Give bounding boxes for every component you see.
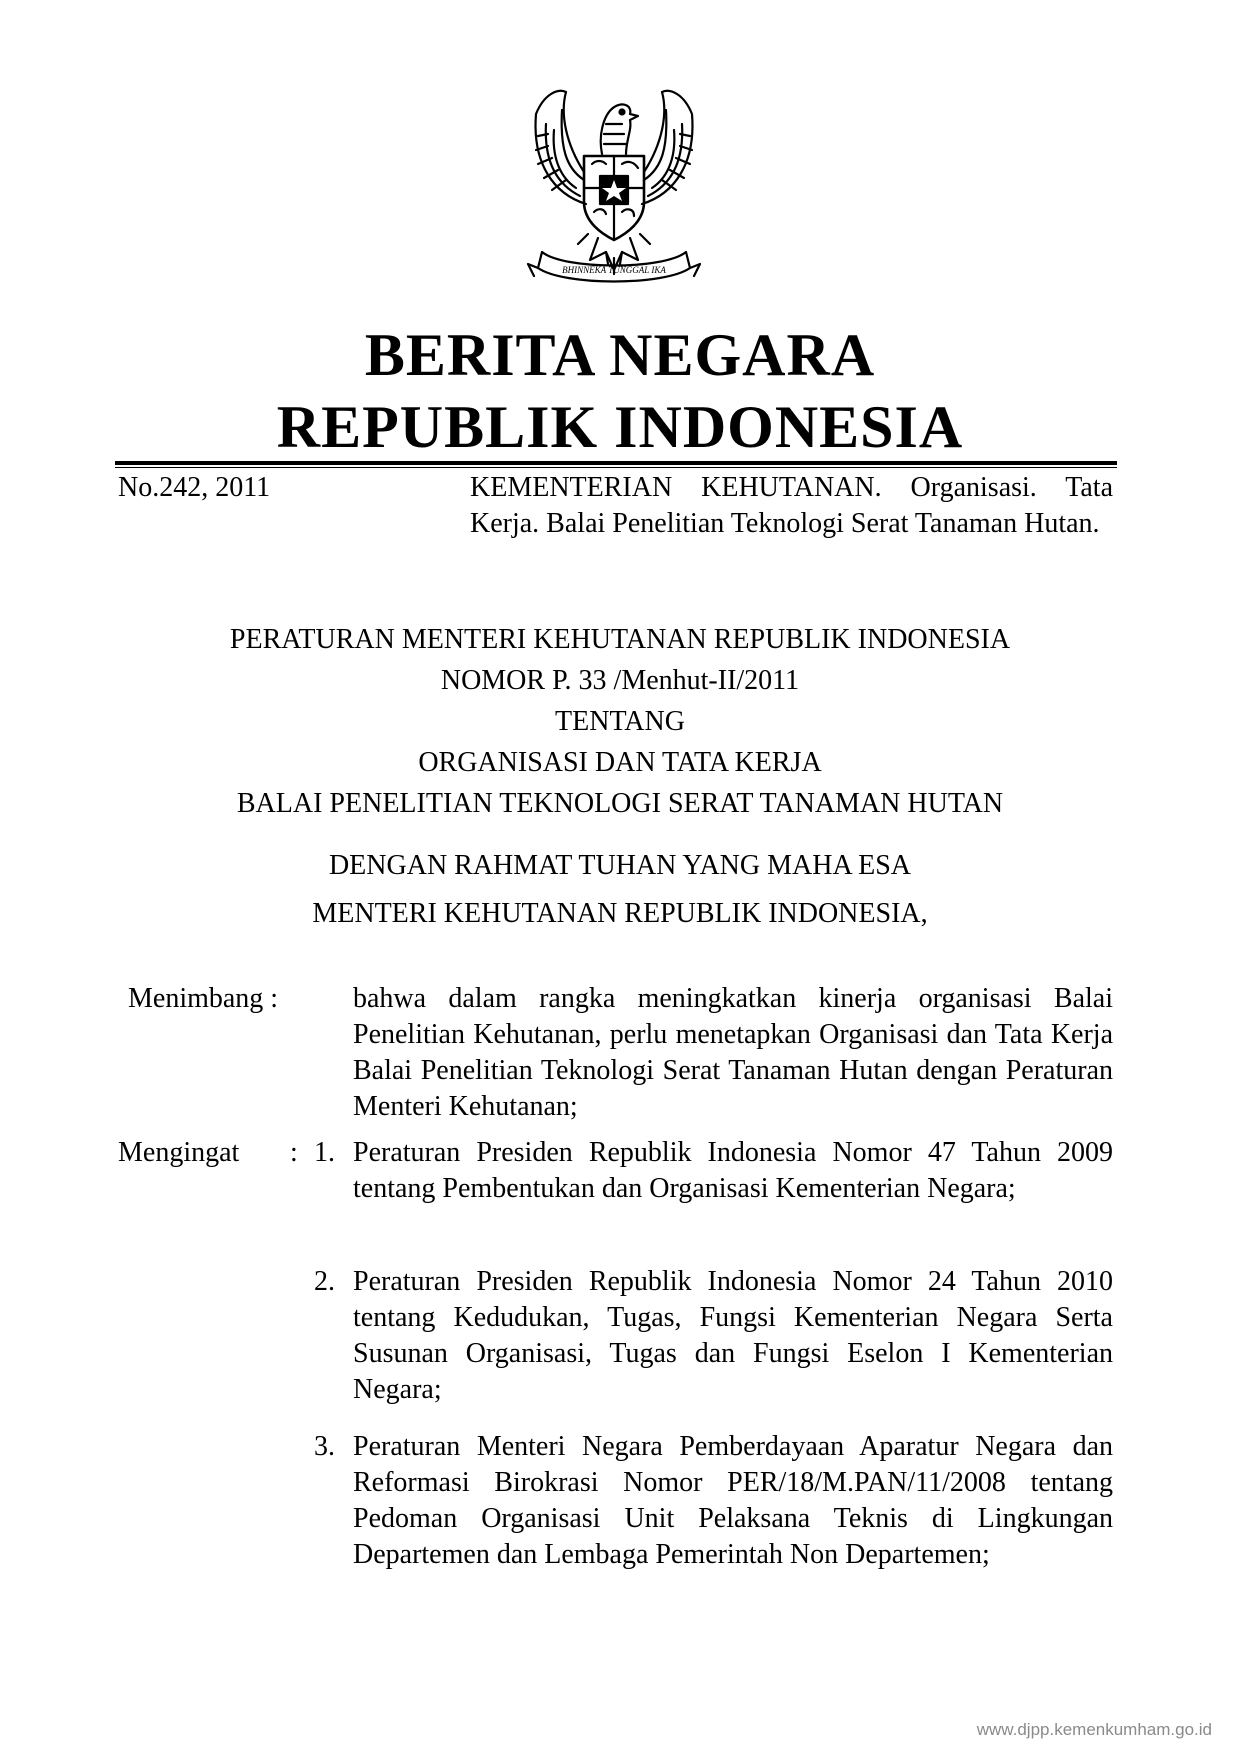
mengingat-item-number: 3. (314, 1431, 335, 1462)
regulation-subject-line1: ORGANISASI DAN TATA KERJA (418, 747, 822, 778)
garuda-emblem-icon (514, 84, 714, 299)
masthead-divider-thick (115, 461, 1117, 465)
menimbang-label: Menimbang : (128, 983, 279, 1014)
regulation-subject-line2: BALAI PENELITIAN TEKNOLOGI SERAT TANAMAN HUTAN (236, 788, 1004, 819)
preamble-line2: MENTERI KEHUTANAN REPUBLIK INDONESIA, (312, 898, 928, 929)
regulation-number: NOMOR P. 33 /Menhut-II/2011 (440, 665, 800, 696)
issue-number: No.242, 2011 (118, 472, 271, 503)
menimbang-text: bahwa dalam rangka meningkatkan kinerja organisasi Balai Penelitian Kehutanan, perlu menetapkan Organisasi dan Tata Kerja Balai Penelitian Teknologi Serat Tanaman Hutan dengan Peraturan Menteri Kehutanan; (353, 983, 1113, 1122)
preamble-line1: DENGAN RAHMAT TUHAN YANG MAHA ESA (328, 850, 912, 881)
mengingat-item-number: 2. (314, 1266, 335, 1297)
emblem-motto: BHINNEKA TUNGGAL IKA (562, 265, 666, 275)
masthead-title-line2: REPUBLIK INDONESIA (276, 394, 964, 460)
masthead-title-line1: BERITA NEGARA (364, 322, 876, 388)
mengingat-colon: : (290, 1137, 298, 1168)
mengingat-label: Mengingat (118, 1137, 240, 1168)
masthead-divider-thin (115, 467, 1117, 468)
mengingat-item-text: Peraturan Presiden Republik Indonesia Nomor 24 Tahun 2010 tentang Kedudukan, Tugas, Fungsi Kementerian Negara Serta Susunan Organisasi, Tugas dan Fungsi Eselon I Kementerian Negara; (353, 1266, 1113, 1405)
footer-url: www.djpp.kemenkumham.go.id (976, 1720, 1212, 1739)
mengingat-item-text: Peraturan Menteri Negara Pemberdayaan Aparatur Negara dan Reformasi Birokrasi Nomor PER/18/M.PAN/11/2008 tentang Pedoman Organisasi Unit Pelaksana Teknis di Lingkungan Departemen dan Lembaga Pemerintah Non Departemen; (353, 1431, 1113, 1570)
mengingat-item-text: Peraturan Presiden Republik Indonesia Nomor 47 Tahun 2009 tentang Pembentukan dan Organisasi Kementerian Negara; (353, 1137, 1113, 1204)
regulation-title-line1: PERATURAN MENTERI KEHUTANAN REPUBLIK INDONESIA (229, 624, 1011, 655)
regulation-tentang: TENTANG (555, 706, 685, 737)
issue-subject: KEMENTERIAN KEHUTANAN. Organisasi. Tata Kerja. Balai Penelitian Teknologi Serat Tanaman Hutan. (470, 472, 1113, 539)
mengingat-item-number: 1. (314, 1137, 335, 1168)
